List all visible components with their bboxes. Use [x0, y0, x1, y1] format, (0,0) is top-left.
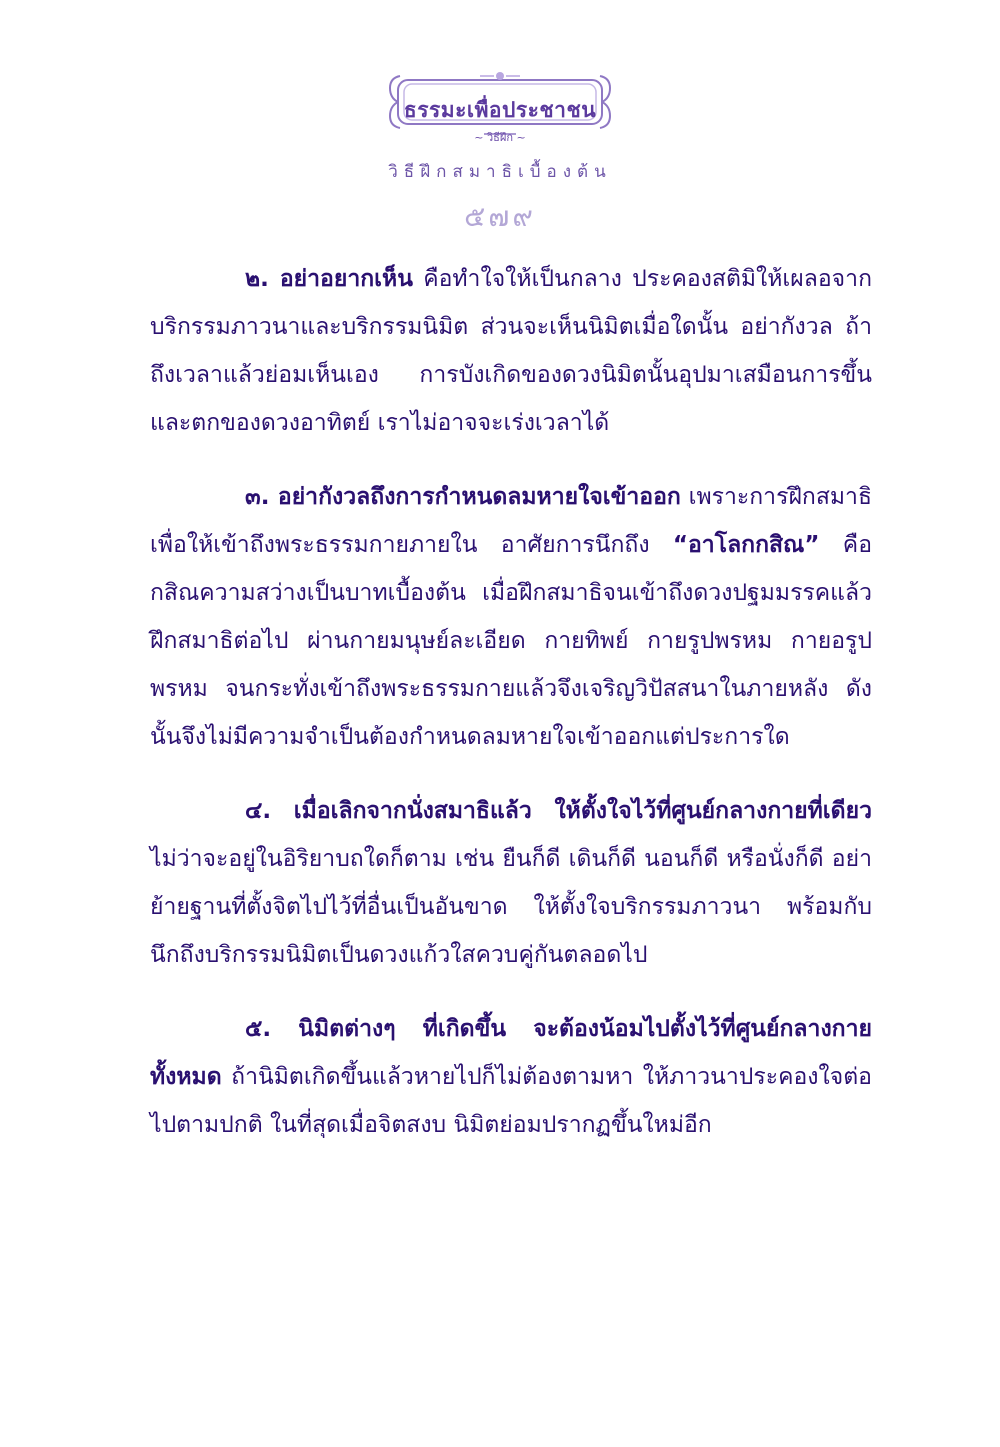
- paragraph-item-3: [150, 473, 872, 761]
- series-logo: [384, 50, 616, 150]
- paragraph-text: เพราะการฝึกสมาธิเพื่อให้เข้าถึงพระธรรมกายภายใน อาศัยการนึกถึง: [150, 484, 872, 558]
- paragraph-heading: ๒. อย่าอยากเห็น: [245, 266, 413, 292]
- page-body: [150, 255, 872, 1175]
- paragraph-heading: ๕. นิมิตต่างๆ ที่เกิดขึ้น จะต้องน้อมไปตั้งไว้ที่ศูนย์กลางกายทั้งหมด: [150, 1016, 872, 1090]
- paragraph-item-2: [150, 255, 872, 447]
- logo-text: ธรรมะเพื่อประชาชน: [403, 97, 597, 122]
- paragraph-heading: ๓. อย่ากังวลถึงการกำหนดลมหายใจเข้าออก: [245, 484, 681, 510]
- paragraph-item-4: [150, 787, 872, 979]
- page-number: ๕๗๙: [464, 200, 536, 233]
- paragraph-heading: ๔. เมื่อเลิกจากนั่งสมาธิแล้ว ให้ตั้งใจไว้ที่ศูนย์กลางกายที่เดียว: [245, 798, 872, 824]
- paragraph-text: คือทำใจให้เป็นกลาง ประคองสติมิให้เผลอจากบริกรรมภาวนาและบริกรรมนิมิต ส่วนจะเห็นนิมิตเมื่อใดนั้น อย่ากังวล ถ้าถึงเวลาแล้วย่อมเห็นเอง การบังเกิดของดวงนิมิตนั้นอุปมาเสมือนการขึ้นและตกของดวงอาทิตย์ เราไม่อาจจะเร่งเวลาได้: [150, 266, 872, 436]
- page-header: [0, 50, 1000, 239]
- paragraph-text: ถ้านิมิตเกิดขึ้นแล้วหายไปก็ไม่ต้องตามหา ให้ภาวนาประคองใจต่อไปตามปกติ ในที่สุดเมื่อจิตสงบ นิมิตย่อมปรากฏขึ้นใหม่อีก: [150, 1064, 872, 1138]
- book-title: วิธีฝึกสมาธิเบื้องต้น: [388, 162, 612, 182]
- paragraph-text: ไม่ว่าจะอยู่ในอิริยาบถใดก็ตาม เช่น ยืนก็ดี เดินก็ดี นอนก็ดี หรือนั่งก็ดี อย่าย้ายฐานที่ตั้งจิตไปไว้ที่อื่นเป็นอันขาด ให้ตั้งใจบริกรรมภาวนา พร้อมกับนึกถึงบริกรรมนิมิตเป็นดวงแก้วใสควบคู่กันตลอดไป: [150, 846, 872, 968]
- paragraph-text-continued: คือกสิณความสว่างเป็นบาทเบื้องต้น เมื่อฝึกสมาธิจนเข้าถึงดวงปฐมมรรคแล้ว ฝึกสมาธิต่อไป ผ่านกายมนุษย์ละเอียด กายทิพย์ กายรูปพรหม กายอรูปพรหม จนกระทั่งเข้าถึงพระธรรมกายแล้วจึงเจริญวิปัสสนาในภายหลัง ดังนั้นจึงไม่มีความจำเป็นต้องกำหนดลมหายใจเข้าออกแต่ประการใด: [150, 532, 873, 750]
- logo-subtext: ~ วิธีฝึก ~: [474, 131, 526, 144]
- quoted-term: “อาโลกกสิณ”: [672, 532, 820, 558]
- paragraph-item-5: [150, 1005, 872, 1149]
